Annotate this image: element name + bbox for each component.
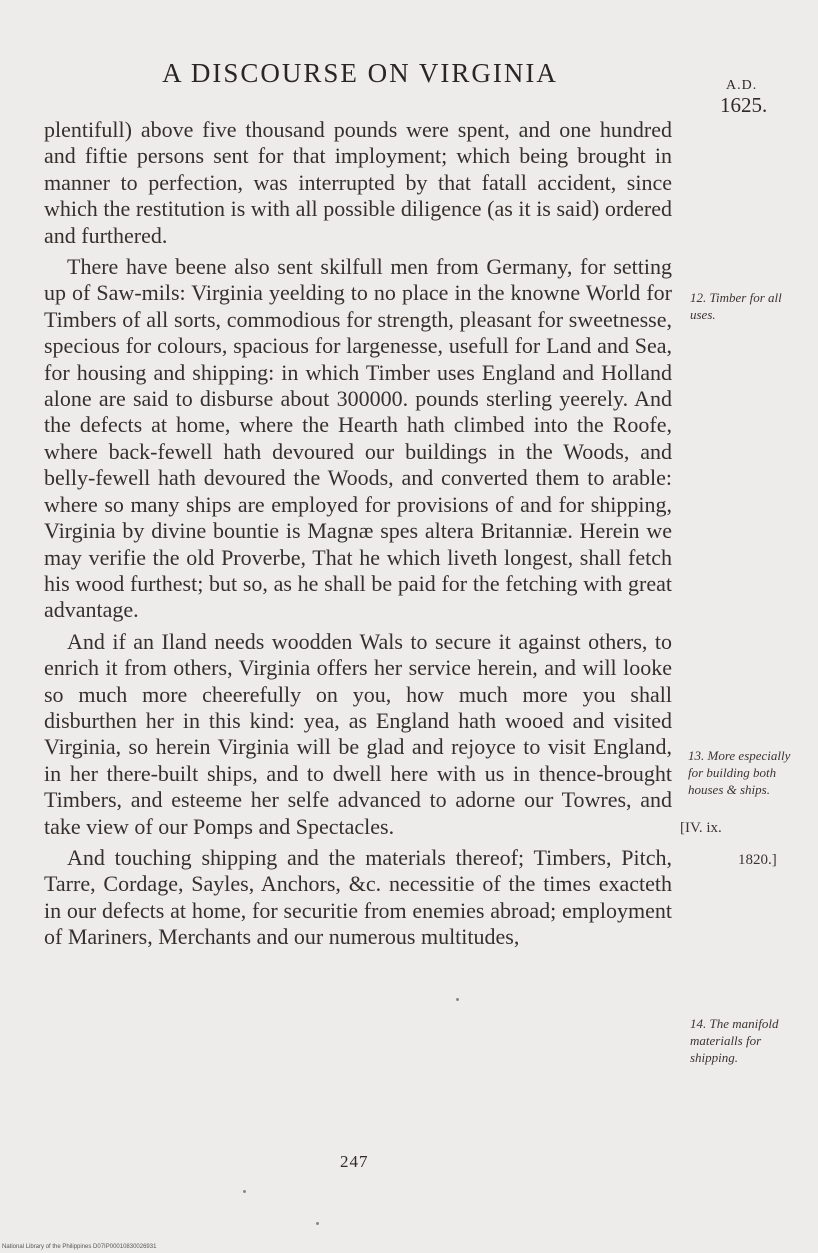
- year-label: A.D.: [726, 78, 758, 93]
- scan-footer: National Library of the Philippines D07IP00010830026931: [2, 1244, 157, 1250]
- ink-speck: [243, 1190, 246, 1193]
- paragraph: And if an Iland needs woodden Wals to secure it against others, to enrich it from others, Virginia offers her service herein, and will looke so much more cheerefully on you, how much more you shall disburthen her in this kind: yea, as England hath wooed and visited Virginia, so herein Virginia will be glad and rejoyce to visit England, in her there-built ships, and to dwell here with us in thence-brought Timbers, and esteeme her selfe advanced to adorne our Towres, and take view of our Pomps and Spectacles.: [44, 628, 672, 839]
- body-text: [44, 117, 672, 956]
- running-head: A DISCOURSE ON VIRGINIA: [162, 58, 558, 88]
- page-number: 247: [340, 1152, 369, 1171]
- paragraph: plentifull) above five thousand pounds were spent, and one hundred and fiftie persons sent for that imployment; which being brought in manner to perfection, was interrupted by that fatall accident, since which the restitution is with all possible diligence (as it is said) ordered and furthered.: [44, 117, 672, 248]
- ink-speck: [316, 1222, 319, 1225]
- paragraph: There have beene also sent skilfull men from Germany, for setting up of Saw-mils: Virginia yeelding to no place in the knowne World for Timbers of all sorts, commodious for strength, pleasant for sweetnesse, specious for colours, spacious for largenesse, usefull for Land and Sea, for housing and shipping: in which Timber uses England and Holland alone are said to disburse about 300000. pounds sterling yeerely. And the defects at home, where the Hearth hath climbed into the Roofe, where back-fewell hath devoured our buildings in the Woods, and belly-fewell hath devoured the Woods, and converted them to arable: where so many ships are employed for provisions of and for shipping, Virginia by divine bountie is Magnæ spes altera Britanniæ. Herein we may verifie the old Proverbe, That he which liveth longest, shall fetch his wood furthest; but so, as he shall be paid for the fetching with great advantage.: [44, 254, 672, 623]
- margin-note-12: 12. Timber for all uses.: [690, 290, 782, 322]
- margin-note-14: 14. The manifold materialls for shipping.: [690, 1016, 779, 1065]
- reference-bracket-open: [IV. ix.: [680, 820, 722, 836]
- margin-note-13: 13. More especially for building both houses & ships.: [688, 748, 791, 797]
- reference-bracket-close: 1820.]: [738, 852, 777, 868]
- year-value: 1625.: [720, 93, 768, 117]
- ink-speck: [456, 998, 459, 1001]
- paragraph: And touching shipping and the materials thereof; Timbers, Pitch, Tarre, Cordage, Sayles, Anchors, &c. necessitie of the times exacteth in our defects at home, for securitie from enemies abroad; employment of Mariners, Merchants and our numerous multitudes,: [44, 844, 672, 950]
